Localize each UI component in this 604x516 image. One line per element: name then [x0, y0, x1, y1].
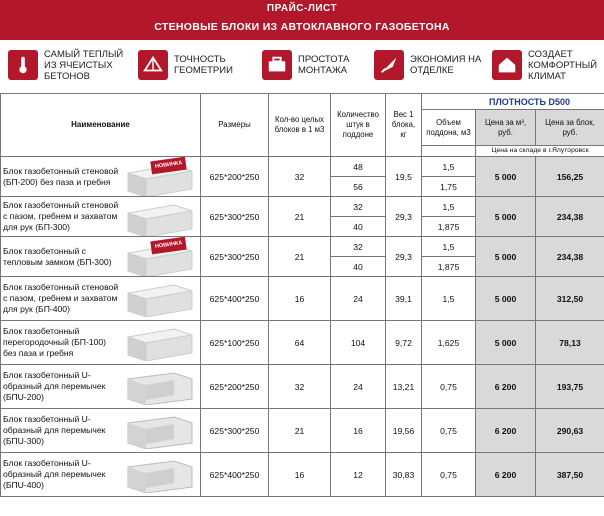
gas-block-image	[124, 325, 196, 361]
table-row	[1, 409, 604, 453]
product-name: Блок газобетонный U-образный для перемычек (БПU-300)	[3, 414, 106, 446]
pallet-qty-cell: 24	[331, 365, 386, 409]
size-cell: 625*400*250	[201, 277, 269, 321]
price-block-cell: 193,75	[536, 365, 604, 409]
feature-label: ПРОСТОТА МОНТАЖА	[298, 54, 350, 76]
weight-cell: 13,21	[386, 365, 422, 409]
volume-cell: 1,5	[422, 197, 476, 217]
pallet-qty-cell: 32	[331, 237, 386, 257]
qty-m3-cell: 21	[269, 237, 331, 277]
price-m3-cell: 5 000	[476, 197, 536, 237]
product-name-cell	[1, 321, 201, 365]
table-row	[1, 321, 604, 365]
climate-icon	[492, 50, 522, 80]
feature-geometry	[138, 46, 233, 84]
gas-block-image	[124, 457, 196, 493]
feature-finishing	[374, 46, 481, 84]
weight-cell: 19,56	[386, 409, 422, 453]
price-block-cell: 156,25	[536, 157, 604, 197]
weight-cell: 39,1	[386, 277, 422, 321]
product-name: Блок газобетонный стеновой с пазом, гребнем и захватом для рук (БП-400)	[3, 282, 119, 314]
features-strip	[0, 40, 604, 90]
pallet-qty-cell: 32	[331, 197, 386, 217]
price-block-cell: 312,50	[536, 277, 604, 321]
header-qty-m3: Кол-во целых блоков в 1 м3	[269, 94, 331, 157]
price-m3-cell: 5 000	[476, 157, 536, 197]
pallet-qty-cell: 16	[331, 409, 386, 453]
product-name-cell	[1, 365, 201, 409]
table-row	[1, 237, 604, 257]
weight-cell: 29,3	[386, 237, 422, 277]
product-name-cell	[1, 157, 201, 197]
new-badge: НОВИНКА	[150, 237, 187, 255]
size-cell: 625*300*250	[201, 409, 269, 453]
page-title: ПРАЙС-ЛИСТ	[266, 3, 338, 14]
size-cell: 625*300*250	[201, 237, 269, 277]
table-row	[1, 197, 604, 217]
weight-cell: 29,3	[386, 197, 422, 237]
size-cell: 625*200*250	[201, 157, 269, 197]
volume-cell: 1,875	[422, 257, 476, 277]
product-name: Блок газобетонный U-образный для перемычек (БПU-400)	[3, 458, 106, 490]
product-name: Блок газобетонный стеновой (БП-200) без паза и гребня	[3, 165, 119, 187]
price-table	[0, 93, 604, 497]
feature-label: САМЫЙ ТЕПЛЫЙ ИЗ ЯЧЕИСТЫХ БЕТОНОВ	[44, 48, 124, 82]
header-price-m3: Цена за м³, руб.	[476, 110, 536, 146]
pallet-qty-cell: 56	[331, 177, 386, 197]
feature-climate	[492, 46, 597, 84]
volume-cell: 1,5	[422, 277, 476, 321]
pallet-qty-cell: 40	[331, 257, 386, 277]
size-cell: 625*400*250	[201, 453, 269, 497]
price-block-cell: 234,38	[536, 237, 604, 277]
product-name-cell	[1, 453, 201, 497]
toolbox-icon	[262, 50, 292, 80]
header-size: Размеры	[201, 94, 269, 157]
gas-block-image	[124, 369, 196, 405]
warehouse-note: Цена на складе в г.Ялуторовск	[476, 146, 604, 157]
volume-cell: 0,75	[422, 365, 476, 409]
qty-m3-cell: 16	[269, 453, 331, 497]
product-name: Блок газобетонный с тепловым замком (БП-300)	[3, 245, 112, 267]
product-name-cell	[1, 277, 201, 321]
page-subtitle: СТЕНОВЫЕ БЛОКИ ИЗ АВТОКЛАВНОГО ГАЗОБЕТОНА	[154, 21, 450, 33]
price-block-cell: 290,63	[536, 409, 604, 453]
feature-label: ЭКОНОМИЯ НА ОТДЕЛКЕ	[410, 54, 482, 76]
table-row	[1, 277, 604, 321]
qty-m3-cell: 16	[269, 277, 331, 321]
volume-cell: 0,75	[422, 453, 476, 497]
trowel-icon	[374, 50, 404, 80]
size-cell: 625*200*250	[201, 365, 269, 409]
volume-cell: 1,75	[422, 177, 476, 197]
price-m3-cell: 5 000	[476, 321, 536, 365]
volume-cell: 0,75	[422, 409, 476, 453]
volume-cell: 1,625	[422, 321, 476, 365]
qty-m3-cell: 64	[269, 321, 331, 365]
qty-m3-cell: 21	[269, 197, 331, 237]
header-weight: Вес 1 блока, кг	[386, 94, 422, 157]
qty-m3-cell: 32	[269, 365, 331, 409]
table-row	[1, 365, 604, 409]
weight-cell: 19,5	[386, 157, 422, 197]
feature-label: СОЗДАЕТ КОМФОРТНЫЙ КЛИМАТ	[528, 48, 598, 82]
product-name: Блок газобетонный стеновой с пазом, гребнем и захватом для рук (БП-300)	[3, 200, 119, 232]
pallet-qty-cell: 40	[331, 217, 386, 237]
weight-cell: 30,83	[386, 453, 422, 497]
size-cell: 625*300*250	[201, 197, 269, 237]
price-m3-cell: 6 200	[476, 409, 536, 453]
table-row	[1, 157, 604, 177]
feature-label: ТОЧНОСТЬ ГЕОМЕТРИИ	[174, 54, 233, 76]
pallet-qty-cell: 104	[331, 321, 386, 365]
product-name-cell	[1, 237, 201, 277]
header-banner	[0, 0, 604, 40]
table-row	[1, 453, 604, 497]
price-block-cell: 234,38	[536, 197, 604, 237]
volume-cell: 1,5	[422, 157, 476, 177]
price-m3-cell: 6 200	[476, 453, 536, 497]
qty-m3-cell: 32	[269, 157, 331, 197]
thermometer-icon	[8, 50, 38, 80]
price-m3-cell: 6 200	[476, 365, 536, 409]
ruler-icon	[138, 50, 168, 80]
gas-block-image	[124, 201, 196, 237]
weight-cell: 9,72	[386, 321, 422, 365]
size-cell: 625*100*250	[201, 321, 269, 365]
price-block-cell: 78,13	[536, 321, 604, 365]
qty-m3-cell: 21	[269, 409, 331, 453]
header-price-block: Цена за блок, руб.	[536, 110, 604, 146]
pallet-qty-cell: 48	[331, 157, 386, 177]
pallet-qty-cell: 12	[331, 453, 386, 497]
price-m3-cell: 5 000	[476, 237, 536, 277]
product-name: Блок газобетонный перегородочный (БП-100) без паза и гребня	[3, 326, 107, 358]
header-name: Наименование	[1, 94, 201, 157]
feature-warm	[8, 46, 123, 84]
gas-block-image	[124, 281, 196, 317]
pallet-qty-cell: 24	[331, 277, 386, 321]
product-name-cell	[1, 197, 201, 237]
feature-mounting	[262, 46, 349, 84]
header-volume: Объем поддона, м3	[422, 110, 476, 146]
header-qty-pallet: Количество штук в поддоне	[331, 94, 386, 157]
density-label: ПЛОТНОСТЬ D500	[422, 94, 604, 110]
new-badge: НОВИНКА	[150, 157, 187, 175]
product-name: Блок газобетонный U-образный для перемычек (БПU-200)	[3, 370, 106, 402]
volume-cell: 1,5	[422, 237, 476, 257]
price-m3-cell: 5 000	[476, 277, 536, 321]
gas-block-image	[124, 413, 196, 449]
price-block-cell: 387,50	[536, 453, 604, 497]
volume-cell: 1,875	[422, 217, 476, 237]
product-name-cell	[1, 409, 201, 453]
